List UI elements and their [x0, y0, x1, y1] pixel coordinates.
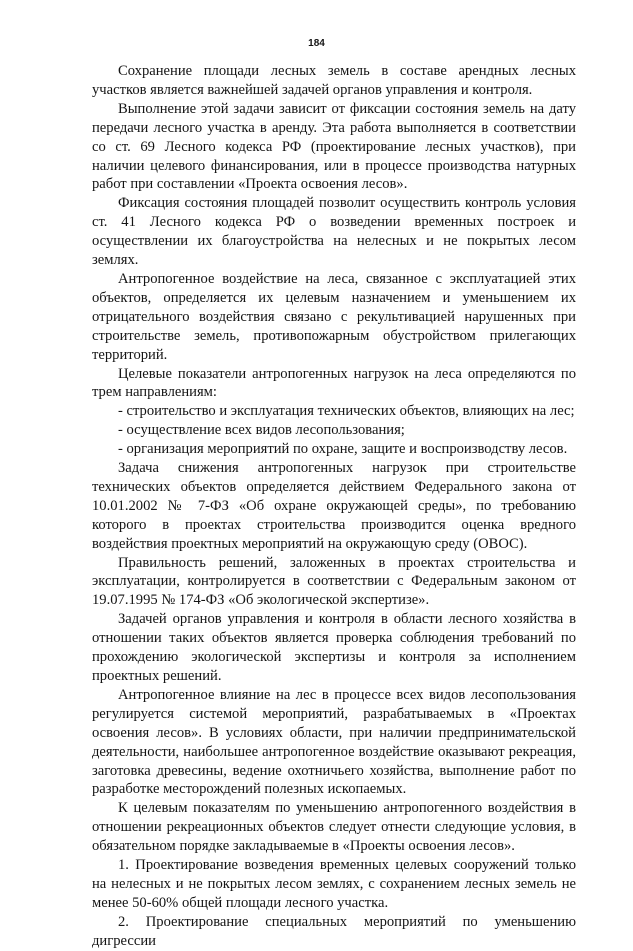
page-number: 184: [308, 38, 325, 49]
paragraph-10: К целевым показателям по уменьшению антропогенного воздействия в отношении рекреационных объектов следует отнести следующие условия, в обязательном порядке закладываемые в «Проекты освоения лесов».: [92, 800, 576, 855]
paragraph-11: 1. Проектирование возведения временных целевых сооружений только на нелесных и не покрытых лесом землях, с сохранением лесных земель не менее 50-60% общей площади лесного участка.: [92, 857, 576, 911]
paragraph-9: Антропогенное влияние на лес в процессе всех видов лесопользования регулируется системой мероприятий, разрабатываемых в «Проектах освоения лесов». В условиях области, при наличии предпринимательской деятельности, наибольшее антропогенное воздействие оказывают рекреация, заготовка древесины, ведение охотничьего хозяйства, выполнение работ по разработке месторождений полезных ископаемых.: [92, 686, 576, 798]
paragraph-4: Антропогенное воздействие на леса, связанное с эксплуатацией этих объектов, определяется их целевым назначением и уменьшением их отрицательного воздействия связано с рекультивацией нарушенных при строительстве земель, противопожарным обустройством прилегающих территорий.: [92, 270, 576, 363]
paragraph-3: Фиксация состояния площадей позволит осуществить контроль условия ст. 41 Лесного кодекса РФ о возведении временных построек и осуществлении их благоустройства на нелесных и не покрытых лесом землях.: [92, 195, 576, 269]
paragraph-1: Сохранение площади лесных земель в составе арендных лесных участков является важнейшей задачей органов управления и контроля.: [92, 63, 576, 98]
list-item-1: - строительство и эксплуатация технических объектов, влияющих на лес;: [118, 403, 575, 420]
paragraph-5: Целевые показатели антропогенных нагрузок на леса определяются по трем направлениям:: [92, 365, 576, 401]
document-body: [92, 62, 576, 951]
paragraph-2: Выполнение этой задачи зависит от фиксации состояния земель на дату передачи лесного участка в аренду. Эта работа выполняется в соответствии со ст. 69 Лесного кодекса РФ (проектирование лесных участков), при наличии целевого финансирования, или в процессе производства натурных работ при составлении «Проекта освоения лесов».: [92, 100, 576, 193]
paragraph-12: 2. Проектирование специальных мероприятий по уменьшению дигрессии: [92, 913, 576, 949]
list-item-2: - осуществление всех видов лесопользования;: [118, 422, 405, 439]
list-item-3: - организация мероприятий по охране, защите и воспроизводству лесов.: [118, 441, 568, 458]
paragraph-8: Задачей органов управления и контроля в области лесного хозяйства в отношении таких объектов является проверка соблюдения требований по прохождению экологической экспертизы и контроля за исполнением проектных решений.: [92, 611, 576, 684]
paragraph-7: Правильность решений, заложенных в проектах строительства и эксплуатации, контролируется в соответствии с Федеральным законом от 19.07.1995 № 174-ФЗ «Об экологической экспертизе».: [92, 554, 576, 609]
paragraph-6: Задача снижения антропогенных нагрузок при строительстве технических объектов определяется действием Федерального закона от 10.01.2002 № 7-ФЗ «Об охране окружающей среды», по требованию которого в проектах строительства производится оценка вредного воздействия проектных мероприятий на окружающую среду (ОВОС).: [92, 460, 576, 552]
